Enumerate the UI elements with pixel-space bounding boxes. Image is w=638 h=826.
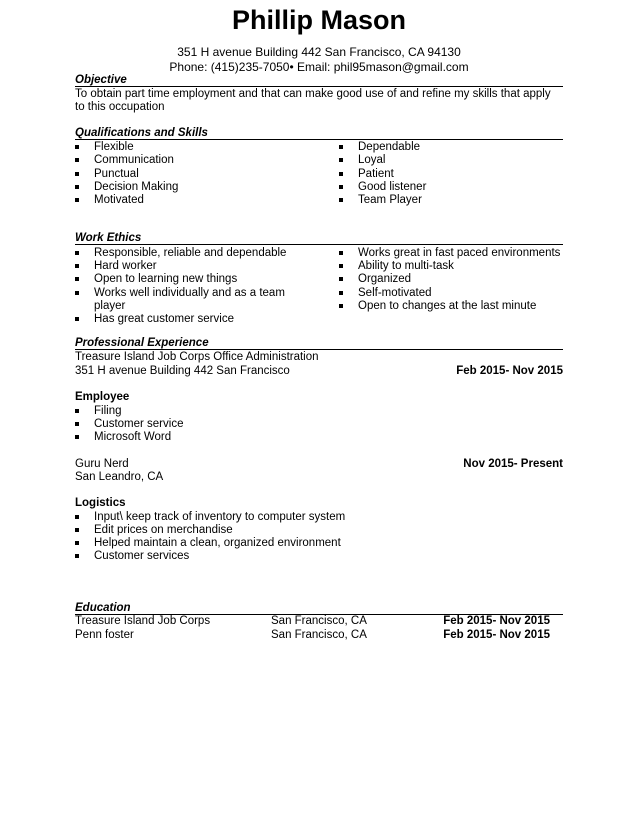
education-school: Treasure Island Job Corps — [75, 615, 211, 627]
bullet-icon — [75, 158, 79, 162]
education-dates: Feb 2015- Nov 2015 — [443, 615, 550, 627]
address-line: 351 H avenue Building 442 San Francisco, CA 94130 — [177, 45, 461, 59]
work-ethics-heading: Work Ethics — [75, 232, 563, 245]
applicant-name: Phillip Mason — [231, 5, 406, 35]
bullet-icon — [75, 528, 79, 532]
bullet-icon — [75, 251, 79, 255]
bullet-icon — [339, 251, 343, 255]
list-item-continuation: player — [94, 300, 126, 312]
bullet-icon — [75, 172, 79, 176]
bullet-icon — [339, 277, 343, 281]
experience-heading: Professional Experience — [75, 337, 563, 350]
bullet-icon — [75, 554, 79, 558]
contact-line: Phone: (415)235-7050• Email: phil95mason@gmail.com — [169, 60, 469, 74]
bullet-icon — [75, 185, 79, 189]
education-heading: Education — [75, 602, 563, 615]
job2-title: Logistics — [75, 497, 126, 509]
bullet-icon — [339, 172, 343, 176]
bullet-icon — [75, 435, 79, 439]
bullet-icon — [75, 145, 79, 149]
objective-heading: Objective — [75, 74, 563, 87]
bullet-icon — [339, 304, 343, 308]
bullet-icon — [75, 277, 79, 281]
education-city: San Francisco, CA — [271, 615, 367, 627]
job2-organization: Guru Nerd — [75, 458, 129, 470]
bullet-icon — [75, 422, 79, 426]
bullet-icon — [75, 291, 79, 295]
bullet-icon — [339, 264, 343, 268]
bullet-icon — [75, 409, 79, 413]
bullet-icon — [75, 541, 79, 545]
objective-text-line-2: to this occupation — [75, 101, 165, 113]
qualifications-heading: Qualifications and Skills — [75, 127, 563, 140]
job1-title: Employee — [75, 391, 130, 403]
education-city: San Francisco, CA — [271, 629, 367, 641]
education-school: Penn foster — [75, 629, 134, 641]
bullet-icon — [339, 185, 343, 189]
bullet-icon — [339, 145, 343, 149]
bullet-icon — [75, 317, 79, 321]
bullet-icon — [339, 198, 343, 202]
job1-address: 351 H avenue Building 442 San Francisco — [75, 365, 290, 377]
bullet-icon — [75, 198, 79, 202]
job2-location: San Leandro, CA — [75, 471, 164, 483]
job1-organization: Treasure Island Job Corps Office Administration — [75, 351, 319, 363]
bullet-icon — [339, 158, 343, 162]
bullet-icon — [75, 515, 79, 519]
job2-dates: Nov 2015- Present — [463, 458, 563, 470]
job1-dates: Feb 2015- Nov 2015 — [456, 365, 563, 377]
objective-text-line-1: To obtain part time employment and that can make good use of and refine my skills that apply — [75, 88, 551, 100]
bullet-icon — [339, 291, 343, 295]
education-dates: Feb 2015- Nov 2015 — [443, 629, 550, 641]
bullet-icon — [75, 264, 79, 268]
